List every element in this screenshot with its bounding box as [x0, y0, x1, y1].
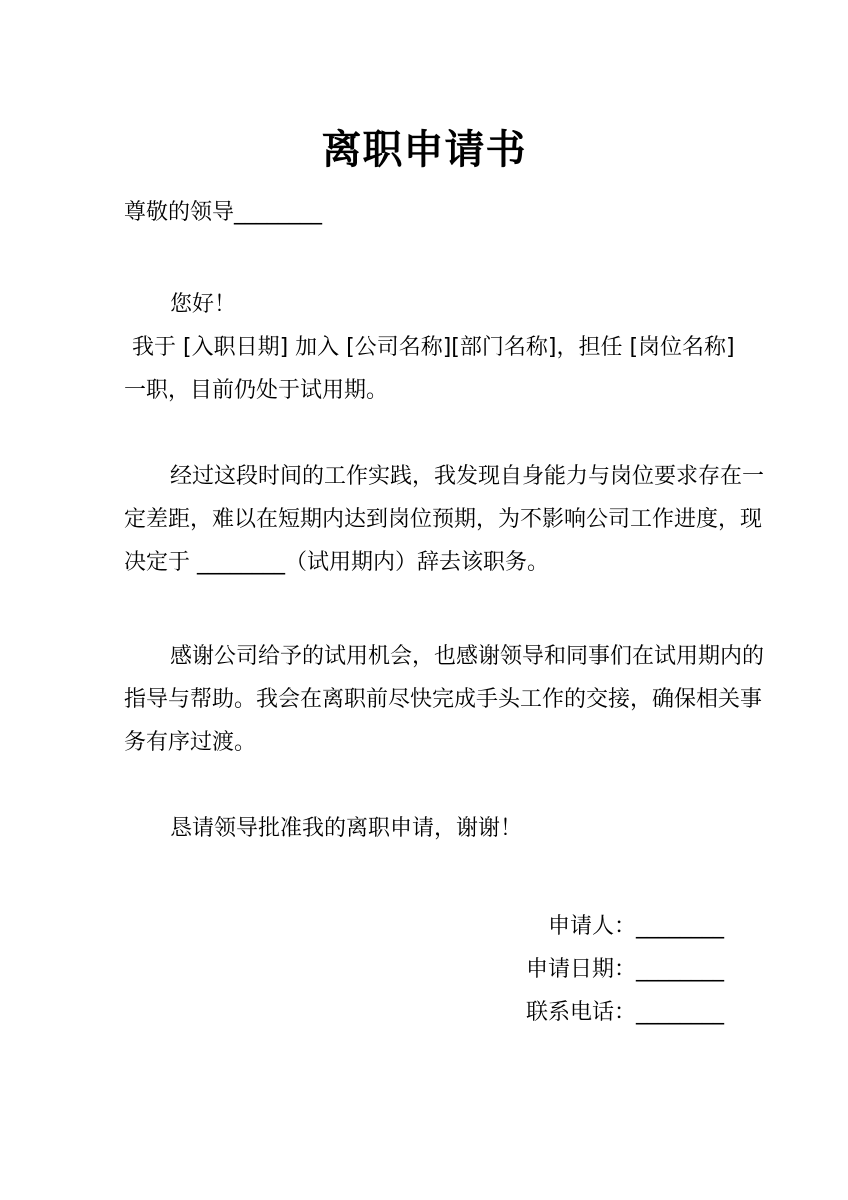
- signature-label-date: 申请日期：: [525, 957, 636, 982]
- signature-field-applicant[interactable]: ________: [636, 914, 724, 939]
- paragraph-reason-line-1: [124, 455, 765, 498]
- line-text: 我于 [入职日期] 加入 [公司名称][部门名称]，担任 [岗位名称]: [132, 335, 735, 360]
- line-text[interactable]: 决定于 ________（试用期内）辞去该职务。: [124, 550, 549, 575]
- paragraph-thanks-line-2: [124, 678, 763, 721]
- paragraph-closing-line-1: [124, 807, 724, 850]
- paragraph-intro-line-2: [124, 369, 724, 412]
- signature-field-phone[interactable]: ________: [636, 1000, 724, 1025]
- paragraph-thanks-line-1: [124, 635, 765, 678]
- line-text: 务有序过渡。: [124, 730, 257, 755]
- signature-label-phone: 联系电话：: [525, 1000, 636, 1025]
- line-text: 一职，目前仍处于试用期。: [124, 378, 389, 403]
- line-text: 恳请领导批准我的离职申请，谢谢！: [170, 816, 523, 841]
- paragraph-reason-line-3: [124, 541, 724, 584]
- paragraph-thanks-line-3: [124, 721, 724, 764]
- signature-row-date: [124, 948, 724, 991]
- paragraph-reason-line-2: [124, 498, 763, 541]
- line-text: 感谢公司给予的试用机会，也感谢领导和同事们在试用期内的: [170, 644, 765, 669]
- line-text: 您好！: [170, 292, 237, 317]
- paragraph-reason: [124, 455, 765, 584]
- salutation-blank-field[interactable]: ________: [234, 200, 323, 225]
- salutation-label: 尊敬的领导: [124, 200, 235, 225]
- paragraph-greeting-line-1: [124, 283, 724, 326]
- paragraph-intro: [124, 326, 735, 412]
- page-title: 离职申请书: [321, 127, 527, 173]
- signature-label-applicant: 申请人：: [547, 914, 636, 939]
- line-text: 指导与帮助。我会在离职前尽快完成手头工作的交接，确保相关事: [124, 687, 763, 712]
- paragraph-thanks: [124, 635, 765, 764]
- salutation-line: [124, 198, 322, 228]
- signature-field-date[interactable]: ________: [636, 957, 724, 982]
- signature-block: [124, 905, 724, 1034]
- paragraph-closing: [124, 807, 724, 850]
- line-text: 经过这段时间的工作实践，我发现自身能力与岗位要求存在一: [170, 464, 765, 489]
- line-text: 定差距，难以在短期内达到岗位预期，为不影响公司工作进度，现: [124, 507, 763, 532]
- signature-row-applicant: [124, 905, 724, 948]
- paragraph-greeting: [124, 283, 724, 326]
- paragraph-intro-line-1: [124, 326, 735, 369]
- signature-row-phone: [124, 991, 724, 1034]
